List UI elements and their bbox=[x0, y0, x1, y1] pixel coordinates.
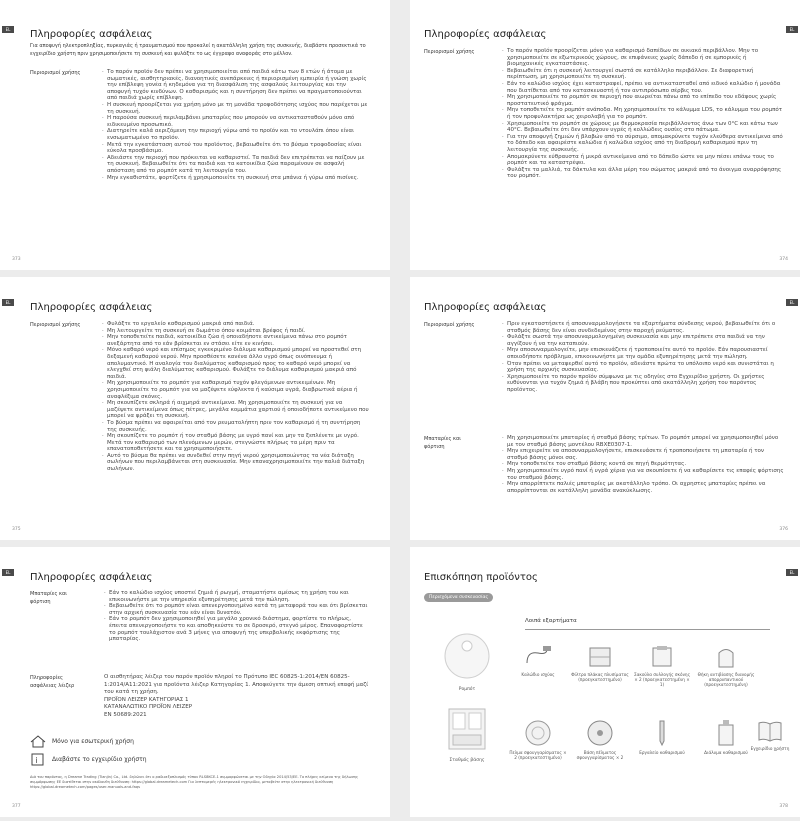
page-title: Πληροφορίες ασφάλειας bbox=[30, 572, 153, 583]
accessory-caption: Πελμα σφουγγαρίσματος × 2 (προεγκατεστημένο) bbox=[509, 750, 567, 761]
page-373 bbox=[0, 0, 390, 270]
washboard-filter-item bbox=[570, 645, 630, 682]
list-item: · Βεβαιωθείτε ότι η συσκευή λειτουργεί σωστά σε κατάλληλο περιβάλλον. Σε διαφορετική περίπτωση, μη χρησιμοποιείτε τη συσκευή. bbox=[502, 68, 785, 81]
book-icon bbox=[757, 719, 783, 743]
list-item: · Μόνο καθαρό νερό και επίσημος εγκεκριμένο διάλυμα καθαρισμού μπορεί να προστεθεί στη δεξαμενή καθαρού νερού. Μην προσθέσετε κανένα άλλο υγρό όπως οινόπνευμα ή απολυμαντικό. Η αναλογία του διαλύματος καθαρισμού προς το καθαρό νερό μπορεί να ελεγχθεί στη φιάλη διαλύματος καθαρισμού. Φυλάξτε το διάλυμα καθαρισμού μακριά από παιδιά. bbox=[102, 347, 370, 380]
list-item: · Βεβαιωθείτε ότι το ρομπότ είναι απενεργοποιημένο κατά τη μεταφορά του και ότι βρίσκεται στην αρχική συσκευασία του εάν είναι δυνατόν. bbox=[104, 603, 370, 616]
list-item: · Για την αποφυγή ζημιών ή βλαβών από το σύρσιμο, απομακρύνετε τυχόν ελεύθερα αντικείμενα από το δάπεδο και αφαιρέστε καλώδια ή καλώδια ισχύος από τη διαδρομή καθαρισμού πριν τη λειτουργία της συσκευής. bbox=[502, 134, 785, 154]
page-number: 374 bbox=[779, 257, 788, 262]
manual-icon bbox=[30, 753, 46, 766]
bullet-list bbox=[102, 321, 370, 473]
list-item: · Το παρόν προϊόν δεν πρέπει να χρησιμοποιείται από παιδιά κάτω των 8 ετών ή άτομα με σωματικές, αισθητηριακές, διανοητικές ανεπάρκειες ή περιορισμένη εμπειρία ή γνώση χωρίς την επίβλεψη γονέα ή κηδεμόνα για τη διασφάλιση της ασφαλούς λειτουργίας και την αποφυγή τυχόν κινδύνων. Ο καθαρισμός και η συντήρηση δεν πρέπει να πραγματοποιούνται από παιδιά χωρίς επίβλεψη. bbox=[102, 69, 370, 102]
accessory-caption: Σακούλα συλλογής σκόνης × 2 (προεγκατεστημένη × 1) bbox=[633, 672, 691, 688]
list-item: · Όταν πρέπει να μεταφερθεί αυτό το προϊόν, αδειάστε πρώτα το υπόλοιπο νερό και συνιστάται η χρήση της αρχικής συσκευασίας. bbox=[502, 361, 785, 374]
list-item: · Μην τοποθετείτε τον σταθμό βάσης κοντά σε πηγή θερμότητας. bbox=[502, 461, 785, 468]
accessory-caption: Βάση πέλματος σφουγγαρίσματος × 2 bbox=[576, 750, 624, 761]
list-item: · Το παρόν προϊόν προορίζεται μόνο για καθαρισμό δαπέδων σε οικιακό περιβάλλον. Μην το χρησιμοποιείτε σε εξωτερικούς χώρους, σε επιφάνειες χωρίς δάπεδο ή σε εμπορικές ή βιομηχανικές εγκαταστάσεις. bbox=[502, 48, 785, 68]
list-item: · Μην αποσυναρμολογείτε, μην επισκευάζετε ή τροποποιείτε αυτό το προϊόν. Εάν παρουσιαστεί οποιοδήποτε πρόβλημα, επικοινωνήστε με την ομάδα εξυπηρέτησης μετά την πώληση. bbox=[502, 347, 785, 360]
page-title: Πληροφορίες ασφάλειας bbox=[30, 302, 153, 313]
list-item: · Μετά την εγκατάσταση αυτού του προϊόντος, βεβαιωθείτε ότι το βύσμα τροφοδοσίας είναι εύκολα προσβάσιμο. bbox=[102, 142, 370, 155]
base-station-item bbox=[432, 707, 502, 763]
section-label-batteries: Μπαταρίες και φόρτιση bbox=[424, 436, 461, 450]
section-label-restrictions: Περιορισμοί χρήσης bbox=[424, 322, 475, 328]
list-item: · Μη χρησιμοποιείτε υγρό πανί ή υγρά χέρια για να σκουπίσετε ή να καθαρίσετε τις επαφές φόρτισης του σταθμού βάσης. bbox=[502, 468, 785, 481]
accessory-caption: Φίλτρο πλάκας πλυσίματος (προεγκατεστημένο) bbox=[571, 672, 629, 683]
page-377 bbox=[0, 547, 390, 817]
accessories-heading: Λοιπά εξαρτήματα bbox=[525, 618, 577, 624]
filter-icon bbox=[587, 645, 613, 669]
language-tag: EL bbox=[2, 26, 14, 33]
robot-caption: Ρομπότ bbox=[458, 687, 476, 692]
list-item: · Το βύσμα πρέπει να αφαιρείται από τον ρευματολήπτη πριν τον καθαρισμό ή τη συντήρηση της συσκευής. bbox=[102, 420, 370, 433]
list-item: · Εάν το καλώδιο ισχύος έχει καταστραφεί, πρέπει να αντικατασταθεί από ειδικό καλώδιο ή μονάδα που διατίθεται από τον κατασκευαστή ή τον αντιπρόσωπο σέρβις του. bbox=[502, 81, 785, 94]
base-station-caption: Σταθμός βάσης bbox=[449, 758, 485, 763]
page-title: Πληροφορίες ασφάλειας bbox=[30, 29, 153, 40]
language-tag: EL bbox=[786, 26, 798, 33]
house-icon bbox=[30, 735, 46, 748]
accessory-caption: Εγχειρίδιο χρήστη bbox=[750, 746, 790, 751]
laser-statement: Ο αισθητήρας λέιζερ του παρόν προϊόν πληροί το Πρότυπο IEC 60825-1:2014/EN 60825-1:2014/A11:2021 για προϊόντα λέιζερ Κατηγορίας 1. Αποφεύγετε την άμεση οπτική επαφή μαζί του κατά τη χρήση. bbox=[104, 674, 369, 695]
bullet-list-restrictions bbox=[502, 321, 785, 394]
list-item: · Μη χρησιμοποιείτε το ρομπότ για καθαρισμό τυχόν φλεγόμενων αντικειμένων. Μη χρησιμοποιείτε το ρομπότ για να μαζέψετε εύφλεκτα ή καύσιμα υγρά, διαβρωτικά αέρια ή αναφλέξιμα σκόνες. bbox=[102, 380, 370, 400]
list-item: · Αδειάστε την περιοχή που πρόκειται να καθαριστεί. Τα παιδιά δεν επιτρέπεται να παίζουν με τη συσκευή. Βεβαιωθείτε ότι τα παιδιά και τα κατοικίδια ζώα παραμένουν σε ασφαλή απόσταση από το ρομπότ κατά τη λειτουργία του. bbox=[102, 155, 370, 175]
page-number: 376 bbox=[779, 527, 788, 532]
list-item: · Εάν το ρομπότ δεν χρησιμοποιηθεί για μεγάλο χρονικό διάστημα, φορτίστε το πλήρως, έπειτα απενεργοποιήστε το και αποθηκεύστε το σε δροσερό, στεγνό μέρος. Επαναφορτίστε το ρομπότ τουλάχιστον ανά 3 μήνες για αποφυγή της υπερβολικής εκφόρτισης της μπαταρίας. bbox=[104, 616, 370, 642]
page-374 bbox=[410, 0, 800, 270]
accessory-caption: Εργαλείο καθαρισμού bbox=[639, 750, 685, 755]
list-item: · Χρησιμοποιείτε το ρομπότ σε χώρους με θερμοκρασία περιβάλλοντος άνω των 0°C και κάτω των 40°C. Βεβαιωθείτε ότι δεν υπάρχουν υγρές ή κολλώδεις ουσίες στο πάτωμα. bbox=[502, 121, 785, 134]
section-label-restrictions: Περιορισμοί χρήσης bbox=[30, 322, 81, 328]
robot-vacuum-image bbox=[443, 632, 491, 680]
accessories-divider bbox=[525, 629, 770, 630]
list-item: · Η παρούσα συσκευή περιλαμβάνει μπαταρίες που μπορούν να αντικατασταθούν μόνο από ειδικευμένο προσωπικό. bbox=[102, 115, 370, 128]
dust-bag-item bbox=[632, 645, 692, 688]
power-cord-icon bbox=[523, 645, 553, 669]
laser-consumer: ΚΑΤΑΝΑΛΩΤΙΚΟ ΠΡΟΪΟΝ ΛΕΙΖΕΡ bbox=[104, 704, 193, 710]
page-number: 375 bbox=[12, 527, 21, 532]
page-375 bbox=[0, 277, 390, 540]
section-label-restrictions: Περιορισμοί χρήσης bbox=[30, 70, 81, 76]
list-item: · Μη σκουπίζετε σκληρά ή αιχμηρά αντικείμενα. Μη χρησιμοποιείτε τη συσκευή για να μαζέψετε αντικείμενα όπως πέτρες, μεγάλα κομμάτια χαρτιού ή οποιοδήποτε αντικείμενο που μπορεί να φράξει τη συσκευή. bbox=[102, 400, 370, 420]
accessory-caption: Καλώδιο ισχύος bbox=[521, 672, 555, 677]
read-manual-text: Διαβάστε το εγχειρίδιο χρήστη bbox=[52, 756, 147, 763]
laser-class: ΠΡΟΪΟΝ ΛΕΙΖΕΡ ΚΑΤΗΓΟΡΙΑΣ 1 bbox=[104, 696, 189, 703]
mop-pad-item bbox=[508, 719, 568, 760]
robot-item bbox=[432, 632, 502, 692]
indoor-only-row bbox=[30, 735, 134, 748]
power-cord-item bbox=[508, 645, 568, 677]
page-number: 377 bbox=[12, 804, 21, 809]
page-number: 373 bbox=[12, 257, 21, 262]
bullet-list bbox=[102, 69, 370, 181]
list-item: · Αυτό το βύσμα θα πρέπει να συνδεθεί στην πηγή νερού χρησιμοποιώντας τα νέα διάταξη σωλήνων που περιλαμβάνεται στη συσκευασία. Μην επαναχρησιμοποιείτε την παλιά διάταξη σωλήνων. bbox=[102, 453, 370, 473]
list-item: · Μη σκουπίζετε το ρομπότ ή τον σταθμό βάσης με υγρό πανί και μην τα ξεπλένετε με υγρό. Μετά τον καθαρισμό των πλενόμενων μερών, στεγνώστε πλήρως τα μέρη πριν τα επανατοποθετήσετε και τα χρησιμοποιήσετε. bbox=[102, 433, 370, 453]
list-item: · Εάν το καλώδιο ισχύος υποστεί ζημιά ή ρωγμή, σταματήστε αμέσως τη χρήση του και επικοινωνήστε με την υπηρεσία εξυπηρέτησης μετά την πώληση. bbox=[104, 590, 370, 603]
section-label-laser: Πληροφορίες ασφάλειας λέιζερ bbox=[30, 675, 75, 689]
mop-holder-icon bbox=[586, 719, 614, 747]
bullet-list-batteries bbox=[104, 590, 370, 643]
list-item: · Απομακρύνετε εύθραυστα ή μικρά αντικείμενα από το δάπεδο ώστε να μην πέσει επάνω τους το ρομπότ και τα καταστρέψει. bbox=[502, 154, 785, 167]
list-item: · Χρησιμοποιείτε το παρόν προϊόν σύμφωνα με τις οδηγίες στο Εγχειρίδιο χρήστη. Οι χρήστες ευθύνονται για τυχόν ζημιά ή βλάβη που προκύπτει από ακατάλληλη χρήση του παρόντος προϊόντος. bbox=[502, 374, 785, 394]
base-station-image bbox=[445, 707, 489, 751]
language-tag: EL bbox=[2, 569, 14, 576]
list-item: · Η συσκευή προορίζεται για χρήση μόνο με τη μονάδα τροφοδότησης ισχύος που παρέχεται με τη συσκευή. bbox=[102, 102, 370, 115]
bullet-list bbox=[502, 48, 785, 180]
accessory-caption: Θήκη αντιβίασης διανομής απορρυπαντικού (προεγκατεστημένη) bbox=[697, 672, 755, 688]
declaration-note: Διά του παρόντος, η Dreame Trading (Tianjin) Co., Ltd. δηλώνει ότι ο ραδιοεξοπλισμός τύπου RLS8KCE-1 συμμορφώνεται με την Οδηγία 2014/53/ΕΕ. Το πλήρες κείμενο της δήλωσης συμμόρφωσης ΕΕ διατίθεται στην ακόλουθη διεύθυνση: https://global.dreametech.com Για λεπτομερές ηλεκτρονικό εγχειρίδιο, μεταβείτε στην ηλεκτρονική διεύθυνση https://global.dreametech.com/pages/user-manuals-and-faqs bbox=[30, 775, 359, 790]
language-tag: EL bbox=[786, 299, 798, 306]
list-item: · Μη λειτουργείτε τη συσκευή σε δωμάτιο όπου κοιμάται βρέφος ή παιδί. bbox=[102, 328, 370, 335]
laser-info bbox=[104, 674, 370, 719]
page-title: Επισκόπηση προϊόντος bbox=[424, 572, 538, 583]
indoor-only-text: Μόνο για εσωτερική χρήση bbox=[52, 738, 134, 745]
intro-text: Για αποφυγή ηλεκτροπληξίας, πυρκαγιάς ή τραυματισμού που προκαλεί η ακατάλληλη χρήση της συσκευής, διαβάστε προσεκτικά το εγχειρίδιο χρήστη πριν χρησιμοποιήσετε τη συσκευή και φυλάξτε το ως έγγραφο αναφοράς στο μέλλον. bbox=[30, 43, 366, 57]
bullet-list-batteries bbox=[502, 435, 785, 494]
read-manual-row bbox=[30, 753, 147, 766]
list-item: · Πριν εγκαταστήσετε ή αποσυναρμολογήσετε τα εξαρτήματα σύνδεσης νερού, βεβαιωθείτε ότι ο σταθμός βάσης δεν είναι συνδεδεμένος στην παροχή ρεύματος. bbox=[502, 321, 785, 334]
detergent-holder-icon bbox=[713, 645, 739, 669]
list-item: · Μην εγκαθιστάτε, φορτίζετε ή χρησιμοποιείτε τη συσκευή στα μπάνια ή γύρω από πισίνες. bbox=[102, 175, 370, 182]
dust-bag-icon bbox=[649, 645, 675, 669]
laser-standard: EN 50689:2021 bbox=[104, 711, 147, 718]
list-item: · Μην απορρίπτετε παλιές μπαταρίες με ακατάλληλο τρόπο. Οι αχρηστες μπαταρίες πρέπει να απορρίπτονται σε κατάλληλη μονάδα ανακύκλωσης. bbox=[502, 481, 785, 494]
page-number: 378 bbox=[779, 804, 788, 809]
cleaning-tool-icon bbox=[652, 719, 672, 747]
list-item: · Μη χρησιμοποιείτε το ρομπότ σε περιοχή που αιωρείται πάνω από το επίπεδο του εδάφους χωρίς προστατευτικό φράγμα. bbox=[502, 94, 785, 107]
detergent-holder-item bbox=[696, 645, 756, 688]
list-item: · Μην επιχειρείτε να αποσυναρμολογήσετε, επισκευάσετε ή τροποποιήσετε τη μπαταρία ή τον σταθμό βάσης μόνοι σας. bbox=[502, 448, 785, 461]
user-manual-item bbox=[744, 719, 796, 751]
accessory-caption: Διάλυμα καθαρισμού bbox=[704, 750, 748, 755]
list-item: · Φυλάξτε το εργαλείο καθαρισμού μακριά από παιδιά. bbox=[102, 321, 370, 328]
list-item: · Φυλάξτε τα μαλλιά, τα δάκτυλα και άλλα μέρη του σώματος μακριά από το άνοιγμα αναρρόφησης του ρομπότ. bbox=[502, 167, 785, 180]
list-item: · Διατηρείτε καλά αεριζόμενη την περιοχή γύρω από το προϊόν και το ντουλάπι όπου είναι ενσωματωμένο το προϊόν. bbox=[102, 128, 370, 141]
section-label-restrictions: Περιορισμοί χρήσης bbox=[424, 49, 475, 55]
section-label-batteries: Μπαταρίες και φόρτιση bbox=[30, 591, 67, 605]
language-tag: EL bbox=[2, 299, 14, 306]
cleaning-tool-item bbox=[632, 719, 692, 755]
list-item: · Μην τοποθετείτε το ρομπότ ανάποδα. Μη χρησιμοποιείτε το κάλυμμα LDS, το κάλυμμα του ρομπότ ή τον προφυλακτήρα ως χειρολαβή για το ρομπότ. bbox=[502, 107, 785, 120]
list-item: · Φυλάξτε σωστά την αποσυναρμολογημένη συσκευασία και μην επιτρέπετε στα παιδιά να την αγγίξουν ή να την καταπιούν. bbox=[502, 334, 785, 347]
bottle-icon bbox=[716, 719, 736, 747]
mop-pad-icon bbox=[524, 719, 552, 747]
mop-holder-item bbox=[570, 719, 630, 760]
page-376 bbox=[410, 277, 800, 540]
svg-text:i: i bbox=[35, 756, 38, 765]
page-title: Πληροφορίες ασφάλειας bbox=[424, 29, 547, 40]
list-item: · Μην τοποθετείτε παιδιά, κατοικίδια ζώα ή οποιαδήποτε αντικείμενα πάνω στο ρομπότ ανεξάρτητα από το εάν βρίσκεται εν στάσει είτε εν κινήσει. bbox=[102, 334, 370, 347]
page-title: Πληροφορίες ασφάλειας bbox=[424, 302, 547, 313]
page-378 bbox=[410, 547, 800, 817]
language-tag: EL bbox=[786, 569, 798, 576]
list-item: · Μη χρησιμοποιείτε μπαταρίες ή σταθμό βάσης τρίτων. Το ρομπότ μπορεί να χρησιμοποιηθεί μόνο με τον σταθμό βάσης μοντέλου RBXE0307-1. bbox=[502, 435, 785, 448]
package-contents-badge: Περιεχόμενα συσκευασίας bbox=[424, 593, 493, 602]
